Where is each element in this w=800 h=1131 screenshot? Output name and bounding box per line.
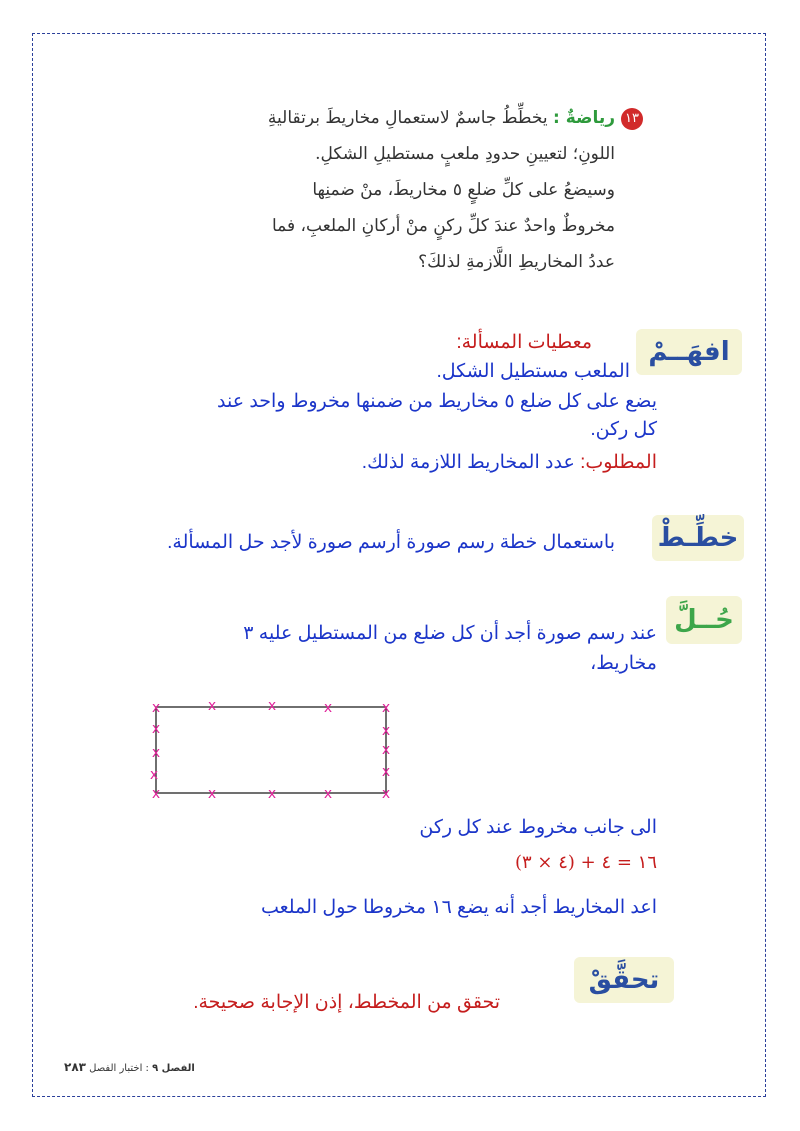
understand-badge: افهَــمْ	[636, 329, 742, 375]
field-rectangle-diagram	[140, 695, 405, 805]
check-text: تحقق من المخطط، إذن الإجابة صحيحة.	[193, 992, 500, 1013]
cone-markers	[150, 698, 390, 802]
required-label: المطلوب:	[580, 452, 657, 473]
problem-line-5: عددُ المخاريطِ اللَّازمةِ لذلكَ؟	[418, 252, 615, 272]
footer-title: : اختبار الفصل	[89, 1063, 153, 1074]
understand-heading: معطيات المسألة:	[456, 332, 592, 353]
footer-chapter: الفصل ٩	[152, 1063, 195, 1074]
cone-marker: x	[381, 723, 391, 739]
cone-marker: x	[151, 745, 161, 761]
cone-marker: x	[151, 786, 161, 802]
plan-text: باستعمال خطة رسم صورة أرسم صورة لأجد حل المسألة.	[167, 532, 615, 553]
solve-text-1: عند رسم صورة أجد أن كل ضلع من المستطيل عليه ٣	[243, 623, 657, 644]
problem-line-2: اللونِ؛ لتعيينِ حدودِ ملعبٍ مستطيلِ الشكلِ.	[315, 144, 615, 164]
cone-marker: x	[323, 786, 333, 802]
plan-badge: خطِّـطْ	[652, 515, 744, 561]
required-text: عدد المخاريط اللازمة لذلك.	[361, 452, 581, 473]
cone-marker: x	[381, 786, 391, 802]
cone-marker: x	[323, 700, 333, 716]
equation: ١٦ = ٤ + (٤ × ٣)	[514, 852, 657, 873]
field-rectangle	[156, 707, 386, 793]
given-1: الملعب مستطيل الشكل.	[436, 361, 630, 382]
cone-marker: x	[207, 698, 217, 714]
page-footer	[64, 1060, 195, 1074]
solve-badge: حُــلَّ	[666, 596, 742, 644]
problem-statement	[223, 100, 643, 280]
solve-text-2: مخاريط،	[590, 653, 657, 674]
given-2b: كل ركن.	[590, 419, 657, 440]
problem-number: ١٣	[621, 108, 643, 130]
solve-text-4: اعد المخاريط أجد أنه يضع ١٦ مخروطا حول الملعب	[260, 897, 657, 918]
cone-marker: x	[207, 786, 217, 802]
cone-marker: x	[151, 700, 161, 716]
cone-marker: x	[381, 764, 391, 780]
footer-page-number: ٢٨٣	[64, 1060, 86, 1074]
problem-title: رياضةٌ :	[552, 108, 615, 128]
problem-line-3: وسيضعُ على كلِّ ضلعٍ ٥ مخاريطَ، منْ ضمنِها	[312, 180, 615, 200]
cone-marker: x	[381, 742, 391, 758]
given-2a: يضع على كل ضلع ٥ مخاريط من ضمنها مخروط واحد عند	[217, 391, 657, 412]
cone-marker: x	[267, 698, 277, 714]
problem-line-1: يخطِّطُ جاسمٌ لاستعمالِ مخاريطَ برتقاليةِ	[267, 108, 548, 128]
solve-text-3: الى جانب مخروط عند كل ركن	[419, 817, 657, 838]
required-line	[362, 450, 657, 476]
cone-marker: x	[381, 700, 391, 716]
cone-marker: x	[151, 721, 161, 737]
problem-line-4: مخروطٌ واحدٌ عندَ كلِّ ركنٍ منْ أركانِ الملعبِ، فما	[271, 216, 615, 236]
cone-marker: x	[149, 767, 159, 783]
cone-marker: x	[267, 786, 277, 802]
check-badge: تحقَّقْ	[574, 957, 674, 1003]
